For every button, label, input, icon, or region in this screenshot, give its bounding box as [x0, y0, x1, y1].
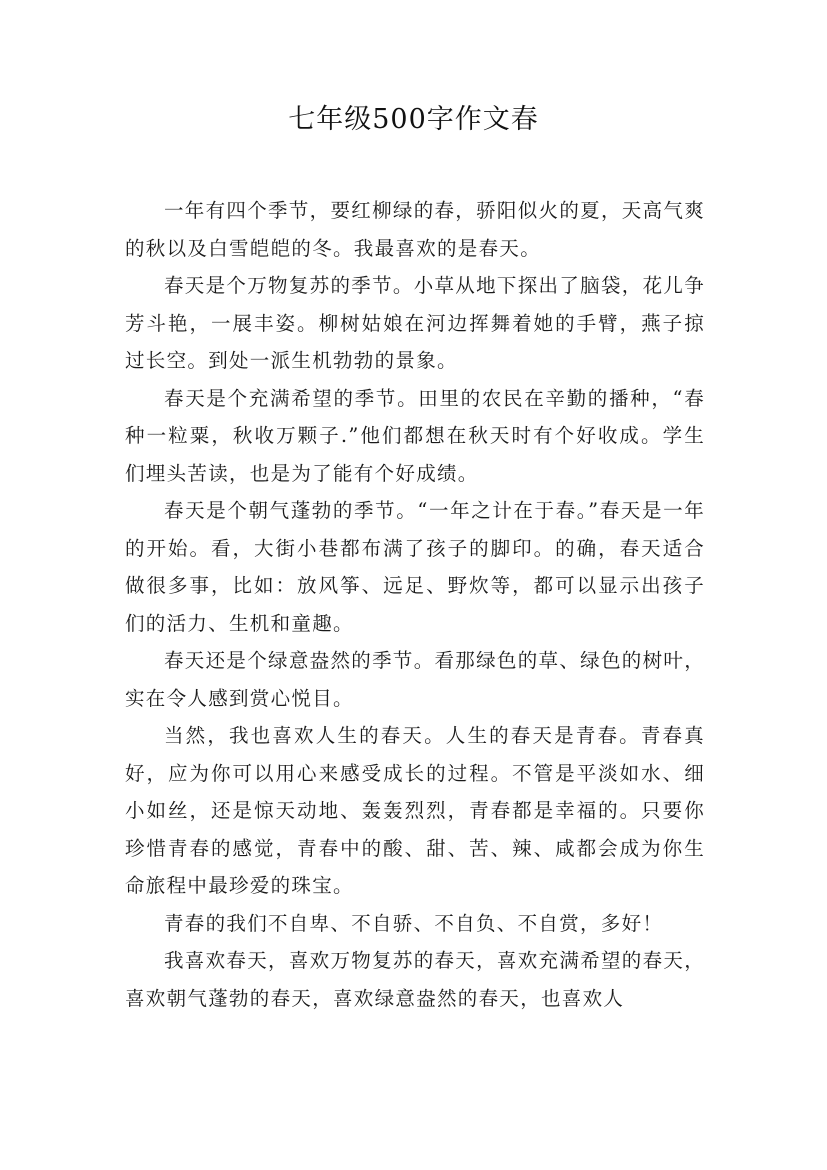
paragraph-5: 春天还是个绿意盎然的季节。看那绿色的草、绿色的树叶，实在令人感到赏心悦目。	[125, 649, 705, 710]
paragraph-4: 春天是个朝气蓬勃的季节。“一年之计在于春。”春天是一年的开始。看，大街小巷都布满了孩子的脚印。的确，春天适合做很多事，比如：放风筝、远足、野炊等，都可以显示出孩子们的活力、生机和童趣。	[125, 499, 705, 635]
document-body	[125, 192, 705, 1017]
document-title: 七年级500字作文春	[288, 104, 539, 135]
paragraph-3: 春天是个充满希望的季节。田里的农民在辛勤的播种，“春种一粒粟，秋收万颗子.”他们都想在秋天时有个好收成。学生们埋头苦读，也是为了能有个好成绩。	[125, 386, 705, 485]
paragraph-7: 青春的我们不自卑、不自骄、不自负、不自赏，多好！	[164, 911, 664, 935]
paragraph-1: 一年有四个季节，要红柳绿的春，骄阳似火的夏，天高气爽的秋以及白雪皑皑的冬。我最喜欢的是春天。	[125, 199, 705, 260]
paragraph-6: 当然，我也喜欢人生的春天。人生的春天是青春。青春真好，应为你可以用心来感受成长的过程。不管是平淡如水、细小如丝，还是惊天动地、轰轰烈烈，青春都是幸福的。只要你珍惜青春的感觉，青春中的酸、甜、苦、辣、咸都会成为你生命旅程中最珍爱的珠宝。	[125, 724, 705, 897]
paragraph-2: 春天是个万物复苏的季节。小草从地下探出了脑袋，花儿争芳斗艳，一展丰姿。柳树姑娘在河边挥舞着她的手臂，燕子掠过长空。到处一派生机勃勃的景象。	[125, 274, 705, 372]
paragraph-8: 我喜欢春天，喜欢万物复苏的春天，喜欢充满希望的春天，喜欢朝气蓬勃的春天，喜欢绿意盎然的春天，也喜欢人	[125, 949, 705, 1010]
